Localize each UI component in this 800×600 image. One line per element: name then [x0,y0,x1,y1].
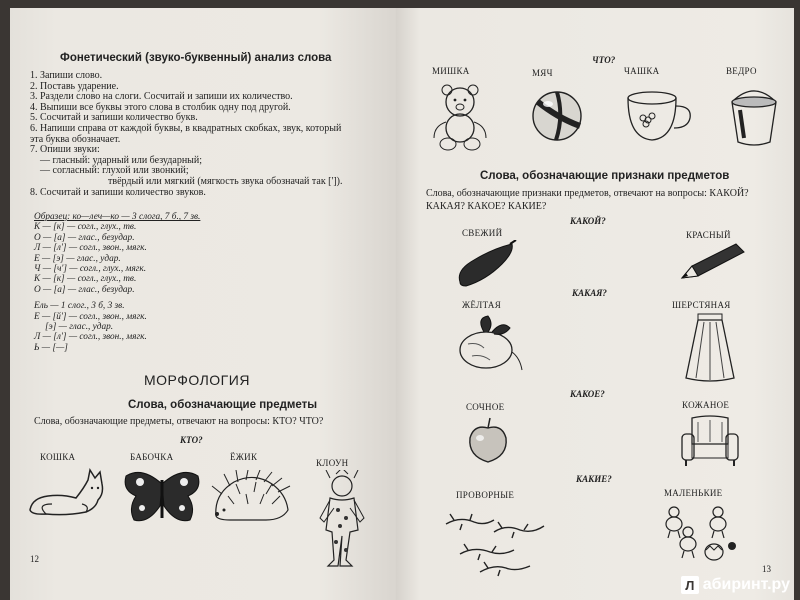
label-myach: МЯЧ [532,68,553,78]
attributes-question-line-1: Слова, обозначающие признаки предметов, отвечают на вопросы: КАКОЙ? [426,188,749,199]
phonetic-title: Фонетический (звуко-буквенный) анализ слова [60,52,332,64]
step-6: 6. Напиши справа от каждой буквы, в квадратных скобках, звук, который [30,122,342,134]
sample-line: Ч — [ч'] — согл., глух., мягк. [34,264,147,275]
label-sherstyanaya: ШЕРСТЯНАЯ [672,300,731,310]
label-svezhiy: СВЕЖИЙ [462,228,503,238]
label-malenkie: МАЛЕНЬКИЕ [664,488,723,498]
turnip-picture [454,314,524,374]
sample-line: Л — [л'] — согл., звон., мягк. [34,243,147,254]
label-krasny: КРАСНЫЙ [686,230,731,240]
label-chashka: ЧАШКА [624,66,660,76]
page-number-left: 12 [30,554,39,564]
q-kakoe: КАКОЕ? [570,389,605,399]
butterfly-picture [122,466,202,528]
sample-line: Образец: ко—леч—ко — 3 слога, 7 б., 7 зв. [34,212,201,222]
objects-question-text: Слова, обозначающие предметы, отвечают на вопросы: КТО? ЧТО? [34,416,324,427]
labirint-watermark-text: абиринт.ру [702,576,790,593]
sample-line: Ель — 1 слог., 3 б, 3 зв. [34,301,125,312]
bucket-picture [726,80,782,150]
step-3: 3. Раздели слово на слоги. Сосчитай и запиши их количество. [30,91,293,103]
labirint-watermark [681,576,790,594]
label-kloun: КЛОУН [316,458,349,468]
teddy-bear-picture [428,82,492,152]
left-page [10,8,396,600]
step-7: 7. Опиши звуки: [30,144,100,156]
label-zheltaya: ЖЁЛТАЯ [462,300,502,310]
sample-line: К — [к] — согл., глух., тв. [34,222,137,233]
sample-analysis [34,212,200,353]
step-7-vowel: — гласный: ударный или безударный; [40,154,203,166]
right-page [396,8,794,600]
sample-line: О — [а] — глас., безудар. [34,232,135,243]
step-7-consonant: — согласный: глухой или звонкий; [40,165,189,177]
clown-picture [316,470,368,570]
sample-line: Л — [л'] — согл., звон., мягк. [34,332,147,343]
cucumber-picture [452,240,518,288]
step-6-cont: эта буква обозначает. [30,133,121,145]
skirt-picture [682,312,738,384]
label-kozhanoe: КОЖАНОЕ [682,400,730,410]
q-kakoy: КАКОЙ? [570,216,606,226]
page-number-right: 13 [762,564,771,574]
hedgehog-picture [210,470,292,526]
sample-line: Е — [й'] — согл., звон., мягк. [34,311,147,322]
label-yozhik: ЁЖИК [230,452,258,462]
cat-picture [26,468,106,518]
step-2: 2. Поставь ударение. [30,80,119,92]
objects-subheading: Слова, обозначающие предметы [128,399,318,411]
sample-line: Е — [э] — глас., удар. [34,253,121,264]
step-7-hard-soft: твёрдый или мягкий (мягкость звука обозначай так [']). [108,175,343,187]
label-koshka: КОШКА [40,452,76,462]
chto-label: ЧТО? [592,55,616,65]
attributes-heading: Слова, обозначающие признаки предметов [480,170,730,182]
label-babochka: БАБОЧКА [130,452,174,462]
sample-line: Ь — [—] [34,342,68,353]
steps-list [30,71,370,198]
label-mishka: МИШКА [432,66,470,76]
kto-label: КТО? [180,435,203,445]
apple-picture [464,416,514,466]
attributes-question-line-2: КАКАЯ? КАКОЕ? КАКИЕ? [426,201,547,212]
label-provornye: ПРОВОРНЫЕ [456,490,515,500]
q-kakie: КАКИЕ? [576,474,612,484]
cup-picture [622,88,696,148]
sample-line: [э] — глас., удар. [45,322,114,333]
ball-picture [528,86,586,148]
sample-line: К — [к] — согл., глух., тв. [34,274,137,285]
lizards-picture [440,502,550,578]
label-sochnoe: СОЧНОЕ [466,402,505,412]
sample-line: О — [а] — глас., безудар. [34,284,135,295]
step-5: 5. Сосчитай и запиши количество букв. [30,112,198,124]
q-kakaya: КАКАЯ? [572,288,607,298]
labirint-logo-icon: Л [681,576,699,594]
label-vedro: ВЕДРО [726,66,757,76]
morphology-heading: МОРФОЛОГИЯ [144,372,250,388]
step-8: 8. Сосчитай и запиши количество звуков. [30,186,206,198]
armchair-picture [680,414,740,470]
chicks-picture [658,502,744,566]
pencil-picture [678,242,748,282]
step-1: 1. Запиши слово. [30,70,103,81]
step-4: 4. Выпиши все буквы этого слова в столбик одну под другой. [30,101,291,113]
